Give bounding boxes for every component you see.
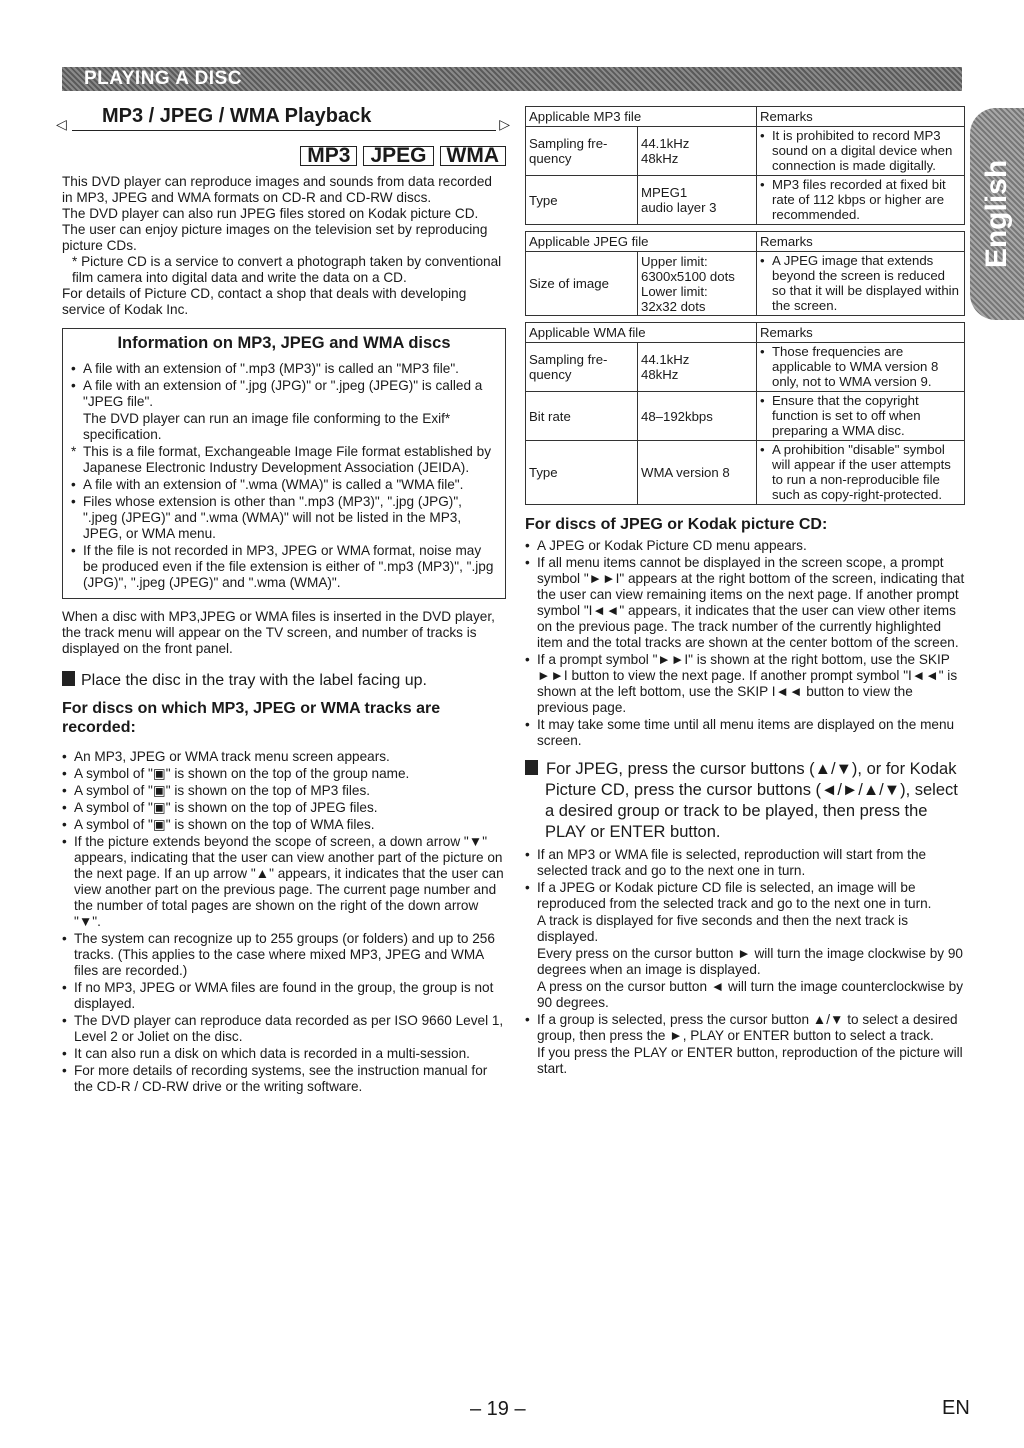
list-item: • If the picture extends beyond the scope of screen, a down arrow "▼" appears, indicating that the user can view another part of the picture on the next page. If an up arrow "▲" appears, it indicates that the user can view another part on the previous page. The current page number and the number of total pages are shown on the right of the down arrow "▼". bbox=[62, 834, 506, 930]
subhead-mp3-jpeg-wma: For discs on which MP3, JPEG or WMA tracks are recorded: bbox=[62, 700, 441, 736]
table-cell: 44.1kHz 48kHz bbox=[638, 127, 757, 176]
table-row bbox=[526, 252, 965, 316]
table-header: Applicable MP3 file bbox=[526, 107, 757, 127]
list-item: • For more details of recording systems, see the instruction manual for the CD-R / CD-RW drive or the writing software. bbox=[62, 1063, 506, 1095]
step-number-icon bbox=[525, 760, 538, 775]
language-code: EN bbox=[942, 1397, 970, 1419]
list-item: • If a JPEG or Kodak picture CD file is selected, an image will be reproduced from the selected track and go to the next one in turn. bbox=[525, 880, 965, 912]
list-item: Every press on the cursor button ► will turn the image clockwise by 90 degrees when an image is displayed. bbox=[537, 946, 963, 977]
table-cell bbox=[757, 343, 965, 392]
jpeg-kodak-title: For discs of JPEG or Kodak picture CD: bbox=[525, 516, 828, 533]
intro-note: * Picture CD is a service to convert a photograph taken by conventional film camera into digital data and write the data on a CD. bbox=[72, 254, 502, 285]
left-column bbox=[56, 105, 510, 1096]
list-item: • The system can recognize up to 255 groups (or folders) and up to 256 tracks. (This applies to the case where mixed MP3, JPEG and WMA files are recorded.) bbox=[62, 931, 506, 979]
table-cell bbox=[757, 392, 965, 441]
list-item: • A file with an extension of ".jpg (JPG)" or ".jpeg (JPEG)" is called a "JPEG file". bbox=[71, 378, 497, 410]
table-cell: 48–192kbps bbox=[638, 392, 757, 441]
list-item: • A file with an extension of ".mp3 (MP3)" is called an "MP3 file". bbox=[71, 361, 497, 377]
list-item: • A JPEG or Kodak Picture CD menu appears. bbox=[525, 538, 965, 554]
remark: • It is prohibited to record MP3 sound on a digital device when connection is made digitally. bbox=[760, 128, 961, 173]
title-left-arrow-icon: ◁ bbox=[56, 116, 67, 132]
list-item: A track is displayed for five seconds and then the next track is displayed. bbox=[537, 913, 909, 944]
table-cell: Sampling fre- quency bbox=[526, 127, 638, 176]
language-tab-label: English bbox=[980, 159, 1013, 269]
table-row bbox=[526, 127, 965, 176]
table-header: Applicable JPEG file bbox=[526, 232, 757, 252]
table-header: Remarks bbox=[757, 107, 965, 127]
left-bullets bbox=[62, 749, 506, 1095]
list-item: • It can also run a disk on which data is recorded in a multi-session. bbox=[62, 1046, 506, 1062]
mp3-spec-table bbox=[525, 106, 965, 225]
table-header: Remarks bbox=[757, 323, 965, 343]
badge-mp3: MP3 bbox=[300, 146, 357, 166]
table-row bbox=[526, 176, 965, 225]
jpeg-kodak-bullets bbox=[525, 538, 965, 749]
remark: • Ensure that the copyright function is set to off when preparing a WMA disc. bbox=[760, 393, 961, 438]
step-2-text: For JPEG, press the cursor buttons (▲/▼), or for Kodak Picture CD, press the cursor buttons (◄/►/▲/▼), select a desired group or track to be played, then press the PLAY or ENTER button. bbox=[545, 760, 958, 841]
table-header: Remarks bbox=[757, 232, 965, 252]
right-column bbox=[525, 106, 965, 1078]
list-item: • If an MP3 or WMA file is selected, reproduction will start from the selected track and go to the next one in turn. bbox=[525, 847, 965, 879]
list-item: • The DVD player can reproduce data recorded as per ISO 9660 Level 1, Level 2 or Joliet on the disc. bbox=[62, 1013, 506, 1045]
table-header: Applicable WMA file bbox=[526, 323, 757, 343]
title-underline bbox=[72, 130, 496, 131]
list-item: • A symbol of "▣" is shown on the top of WMA files. bbox=[62, 817, 506, 833]
table-cell: Sampling fre- quency bbox=[526, 343, 638, 392]
page-number: – 19 – bbox=[470, 1398, 526, 1420]
format-badges bbox=[62, 146, 506, 166]
table-cell: Type bbox=[526, 176, 638, 225]
table-cell: Size of image bbox=[526, 252, 638, 316]
badge-wma: WMA bbox=[440, 146, 506, 166]
list-item: • If all menu items cannot be displayed in the screen scope, a prompt symbol "►►I" appears at the right bottom of the screen, indicating that the user can view remaining items on the next page. If another prompt symbol "I◄◄" appears, it indicates that the user can view other items on the previous page. The track number of the currently highlighted item and the total tracks are shown at the center bottom of the screen. bbox=[525, 555, 965, 651]
list-item: • Files whose extension is other than ".mp3 (MP3)", ".jpg (JPG)", ".jpeg (JPEG)" and ".wma (WMA)" will not be listed in the MP3, JPEG, or WMA menu. bbox=[71, 494, 497, 542]
table-cell: 44.1kHz 48kHz bbox=[638, 343, 757, 392]
list-item: A press on the cursor button ◄ will turn the image counterclockwise by 90 degrees. bbox=[537, 979, 963, 1010]
section-title bbox=[56, 105, 510, 136]
table-row bbox=[526, 441, 965, 505]
remark: • A JPEG image that extends beyond the screen is reduced so that it will be displayed within the screen. bbox=[760, 253, 961, 313]
badge-jpeg: JPEG bbox=[363, 146, 433, 166]
table-cell: MPEG1 audio layer 3 bbox=[638, 176, 757, 225]
intro-paragraph: The user can enjoy picture images on the television set by reproducing picture CDs. bbox=[62, 222, 488, 253]
intro-paragraph: This DVD player can reproduce images and sounds from data recorded in MP3, JPEG and WMA formats on CD-R and CD-RW discs. bbox=[62, 174, 492, 205]
list-item: • If the file is not recorded in MP3, JPEG or WMA format, noise may be produced even if the file extension is either of ".mp3 (MP3)", ".jpg (JPG)", ".jpeg (JPEG)" and ".wma (WMA)". bbox=[71, 543, 497, 591]
table-cell: Upper limit: 6300x5100 dots Lower limit: 32x32 dots bbox=[638, 252, 757, 316]
remark: • Those frequencies are applicable to WMA version 8 only, not to WMA version 9. bbox=[760, 344, 961, 389]
table-cell: WMA version 8 bbox=[638, 441, 757, 505]
intro-paragraph: The DVD player can also run JPEG files stored on Kodak picture CD. bbox=[62, 206, 479, 221]
list-item: • If no MP3, JPEG or WMA files are found in the group, the group is not displayed. bbox=[62, 980, 506, 1012]
step-2 bbox=[525, 759, 965, 843]
section-header-title: PLAYING A DISC bbox=[84, 68, 242, 89]
info-box-title: Information on MP3, JPEG and WMA discs bbox=[117, 334, 451, 352]
list-item: • A file with an extension of ".wma (WMA)" is called a "WMA file". bbox=[71, 477, 497, 493]
table-row bbox=[526, 343, 965, 392]
section-header-bar bbox=[62, 67, 962, 91]
remark: • MP3 files recorded at fixed bit rate of 112 kbps or higher are recommended. bbox=[760, 177, 961, 222]
table-cell: Bit rate bbox=[526, 392, 638, 441]
list-item: • If a prompt symbol "►►I" is shown at the right bottom, use the SKIP ►►I button to view the next page. If another prompt symbol "I◄◄" is shown at the left bottom, use the SKIP I◄◄ button to view the previous page. bbox=[525, 652, 965, 716]
list-item: • It may take some time until all menu items are displayed on the menu screen. bbox=[525, 717, 965, 749]
when-inserted-paragraph: When a disc with MP3,JPEG or WMA files is inserted in the DVD player, the track menu will appear on the TV screen, and number of tracks is displayed on the front panel. bbox=[62, 609, 495, 656]
table-cell bbox=[757, 441, 965, 505]
language-tab bbox=[970, 108, 1024, 320]
list-item: • A symbol of "▣" is shown on the top of MP3 files. bbox=[62, 783, 506, 799]
table-cell bbox=[757, 176, 965, 225]
list-item: • A symbol of "▣" is shown on the top of the group name. bbox=[62, 766, 506, 782]
wma-spec-table bbox=[525, 322, 965, 505]
table-cell bbox=[757, 127, 965, 176]
step-2-bullets bbox=[525, 847, 965, 1077]
list-item: If you press the PLAY or ENTER button, reproduction of the picture will start. bbox=[537, 1045, 963, 1076]
intro-end: For details of Picture CD, contact a shop that deals with developing service of Kodak Inc. bbox=[62, 286, 467, 317]
step-number-icon bbox=[62, 671, 75, 686]
list-item: The DVD player can run an image file conforming to the Exif* specification. bbox=[83, 411, 451, 442]
remark: • A prohibition "disable" symbol will appear if the user attempts to run a non-reproducible file such as copy-right-protected. bbox=[760, 442, 961, 502]
jpeg-spec-table bbox=[525, 231, 965, 316]
title-right-arrow-icon: ▷ bbox=[499, 116, 510, 132]
step-1 bbox=[62, 671, 506, 691]
table-cell: Type bbox=[526, 441, 638, 505]
step-1-text: Place the disc in the tray with the label facing up. bbox=[81, 672, 427, 689]
list-item: • A symbol of "▣" is shown on the top of JPEG files. bbox=[62, 800, 506, 816]
table-row bbox=[526, 392, 965, 441]
table-cell bbox=[757, 252, 965, 316]
list-item: * This is a file format, Exchangeable Image File format established by Japanese Electronic Industry Development Association (JEIDA). bbox=[71, 444, 497, 476]
list-item: • If a group is selected, press the cursor button ▲/▼ to select a desired group, then press the ►, PLAY or ENTER button to select a track. bbox=[525, 1012, 965, 1044]
info-box bbox=[62, 328, 506, 599]
info-box-list bbox=[71, 361, 497, 591]
list-item: • An MP3, JPEG or WMA track menu screen appears. bbox=[62, 749, 506, 765]
section-title-text: MP3 / JPEG / WMA Playback bbox=[102, 105, 372, 127]
